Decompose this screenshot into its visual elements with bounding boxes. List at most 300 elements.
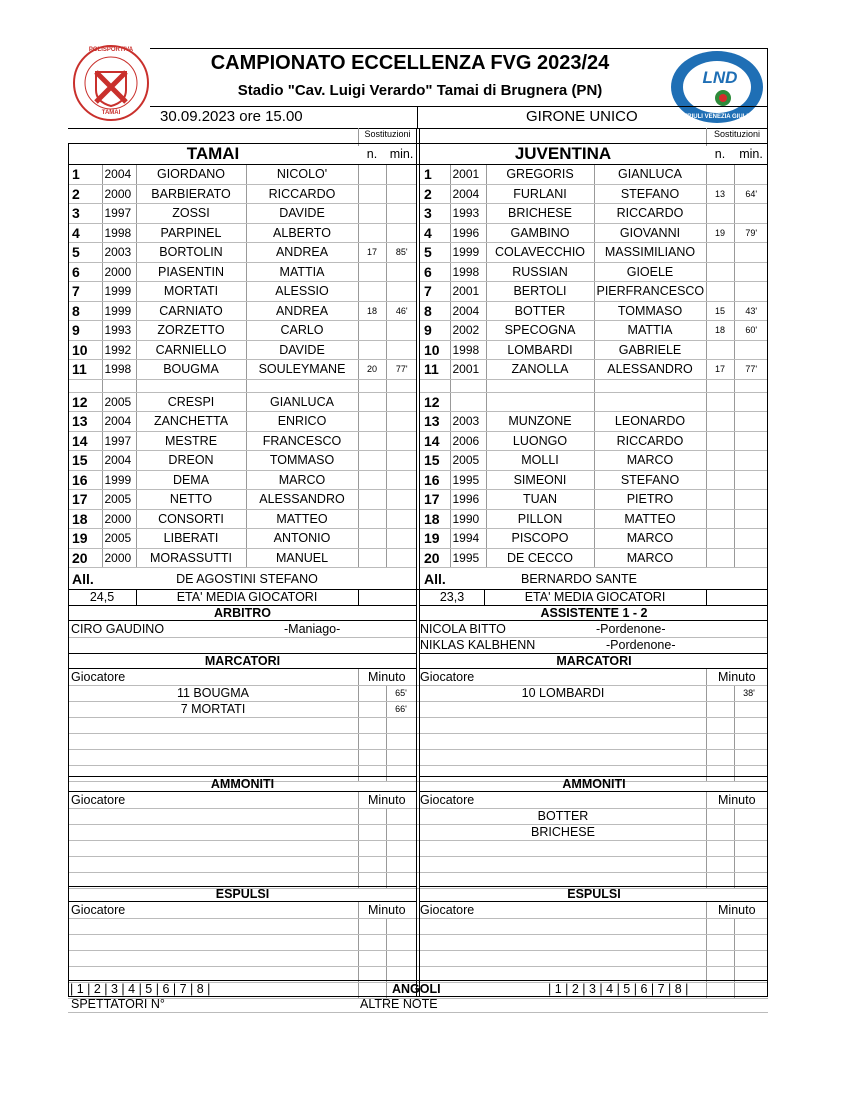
player-number: 17 <box>420 490 450 510</box>
player-last-name: GREGORIS <box>486 165 594 184</box>
player-first-name: TOMMASO <box>246 451 358 471</box>
sub-number <box>706 282 734 302</box>
player-last-name: PISCOPO <box>486 529 594 549</box>
sub-minute <box>734 431 768 451</box>
sub-minute <box>386 321 417 341</box>
player-last-name: GIORDANO <box>136 165 246 184</box>
sub-minute <box>734 262 768 282</box>
other-notes-label: ALTRE NOTE <box>360 997 438 1011</box>
sub-number <box>706 509 734 529</box>
player-number: 1 <box>68 165 102 184</box>
player-number: 16 <box>420 470 450 490</box>
player-birth-year: 1999 <box>102 282 136 302</box>
sub-number <box>358 451 386 471</box>
player-first-name: MATTIA <box>594 321 706 341</box>
sub-number: 17 <box>358 243 386 263</box>
player-last-name: MESTRE <box>136 431 246 451</box>
player-number: 18 <box>420 509 450 529</box>
scorers-header-away: MARCATORI <box>420 653 768 669</box>
sub-number <box>358 412 386 432</box>
sent-off-player-label-away: Giocatore <box>420 903 475 917</box>
referee-name: CIRO GAUDINO <box>71 622 165 636</box>
sub-minute <box>386 529 417 549</box>
away-player-row <box>420 243 768 263</box>
player-last-name: DE CECCO <box>486 548 594 568</box>
sub-minute <box>734 392 768 412</box>
home-player-row <box>68 529 417 549</box>
player-last-name: BOTTER <box>486 301 594 321</box>
player-first-name: MATTEO <box>246 509 358 529</box>
away-team-name: JUVENTINA <box>514 144 612 163</box>
player-birth-year: 1993 <box>102 321 136 341</box>
spectators-label: SPETTATORI N° <box>71 997 165 1011</box>
booked-header-away: AMMONITI <box>420 776 768 792</box>
scorers-minute-label-away: Minuto <box>718 670 756 684</box>
sub-minute <box>734 509 768 529</box>
player-number: 3 <box>68 204 102 224</box>
player-number: 20 <box>68 548 102 568</box>
sub-minute <box>386 262 417 282</box>
player-birth-year: 1996 <box>450 490 486 510</box>
sub-number: 15 <box>706 301 734 321</box>
player-last-name: ZORZETTO <box>136 321 246 341</box>
player-number: 14 <box>420 431 450 451</box>
away-player-row <box>420 262 768 282</box>
player-first-name: RICCARDO <box>246 184 358 204</box>
player-first-name: STEFANO <box>594 184 706 204</box>
away-player-row <box>420 301 768 321</box>
match-datetime: 30.09.2023 ore 15.00 <box>160 108 303 125</box>
referee-header: ARBITRO <box>68 605 417 621</box>
away-player-row <box>420 470 768 490</box>
player-first-name: STEFANO <box>594 470 706 490</box>
home-sub-header: Sostituzioni <box>364 129 411 139</box>
player-last-name: TUAN <box>486 490 594 510</box>
home-player-row <box>68 204 417 224</box>
match-group: GIRONE UNICO <box>526 108 638 125</box>
player-number: 6 <box>68 262 102 282</box>
player-birth-year: 2000 <box>102 184 136 204</box>
scorers-player-label-away: Giocatore <box>420 670 475 684</box>
player-number: 6 <box>420 262 450 282</box>
player-first-name: TOMMASO <box>594 301 706 321</box>
player-number: 1 <box>420 165 450 184</box>
scorers-player-label-home: Giocatore <box>71 670 126 684</box>
player-first-name: GABRIELE <box>594 340 706 360</box>
sub-minute <box>386 184 417 204</box>
player-last-name: ZANCHETTA <box>136 412 246 432</box>
home-player-row <box>68 509 417 529</box>
away-player-row <box>420 548 768 568</box>
player-last-name: BOUGMA <box>136 360 246 380</box>
sub-minute <box>386 412 417 432</box>
sub-minute <box>386 223 417 243</box>
player-first-name: GIOVANNI <box>594 223 706 243</box>
player-last-name: BRICHESE <box>486 204 594 224</box>
player-last-name: LIBERATI <box>136 529 246 549</box>
player-first-name: ANTONIO <box>246 529 358 549</box>
player-birth-year: 1996 <box>450 223 486 243</box>
player-birth-year: 1998 <box>450 262 486 282</box>
scorers-player: 7 MORTATI <box>180 702 246 716</box>
player-number: 10 <box>68 340 102 360</box>
player-first-name: GIANLUCA <box>246 392 358 412</box>
sub-number <box>358 204 386 224</box>
player-number: 18 <box>68 509 102 529</box>
player-birth-year: 2001 <box>450 282 486 302</box>
sub-number <box>706 451 734 471</box>
away-sub-n-label: n. <box>714 147 726 161</box>
scorers-minute: 65' <box>395 688 407 698</box>
sub-minute <box>386 548 417 568</box>
sub-number: 20 <box>358 360 386 380</box>
sub-minute: 85' <box>386 243 417 263</box>
corners-label: ANGOLI <box>392 982 441 996</box>
sub-minute <box>386 340 417 360</box>
away-sub-header: Sostituzioni <box>713 129 761 139</box>
assistant2-name: NIKLAS KALBHENN <box>420 638 536 652</box>
scorers-player: 10 LOMBARDI <box>521 686 605 700</box>
championship-title: CAMPIONATO ECCELLENZA FVG 2023/24 <box>210 52 610 74</box>
player-birth-year: 1990 <box>450 509 486 529</box>
player-first-name: RICCARDO <box>594 204 706 224</box>
sent-off-minute-label-away: Minuto <box>718 903 756 917</box>
away-player-row <box>420 392 768 412</box>
sub-minute <box>386 282 417 302</box>
player-birth-year: 1997 <box>102 204 136 224</box>
player-birth-year: 2003 <box>102 243 136 263</box>
player-first-name: RICCARDO <box>594 431 706 451</box>
sub-minute <box>734 451 768 471</box>
sub-number <box>706 529 734 549</box>
player-last-name: ZOSSI <box>136 204 246 224</box>
home-player-row <box>68 282 417 302</box>
assistant1-name: NICOLA BITTO <box>420 622 506 636</box>
booked-header-home: AMMONITI <box>68 776 417 792</box>
home-player-row <box>68 431 417 451</box>
sub-minute <box>386 490 417 510</box>
sent-off-player-label-home: Giocatore <box>71 903 126 917</box>
sub-minute <box>734 548 768 568</box>
home-player-row <box>68 451 417 471</box>
home-player-row <box>68 340 417 360</box>
home-player-row <box>68 223 417 243</box>
sub-minute: 60' <box>734 321 768 341</box>
away-corners-boxes: | 1 | 2 | 3 | 4 | 5 | 6 | 7 | 8 | <box>548 982 689 996</box>
sub-minute: 43' <box>734 301 768 321</box>
home-player-row <box>68 243 417 263</box>
sub-number <box>706 548 734 568</box>
scorers-minute-label-home: Minuto <box>368 670 406 684</box>
sub-number <box>358 184 386 204</box>
player-first-name: MARCO <box>594 529 706 549</box>
player-birth-year: 2000 <box>102 262 136 282</box>
player-number: 14 <box>68 431 102 451</box>
sub-number <box>706 490 734 510</box>
player-first-name: MATTEO <box>594 509 706 529</box>
away-player-row <box>420 204 768 224</box>
player-birth-year: 2005 <box>102 392 136 412</box>
sub-number <box>358 529 386 549</box>
player-number: 19 <box>420 529 450 549</box>
referee-town: -Maniago- <box>284 622 341 636</box>
home-player-row <box>68 360 417 380</box>
player-last-name: CARNIATO <box>136 301 246 321</box>
player-last-name: SIMEONI <box>486 470 594 490</box>
player-first-name: ANDREA <box>246 301 358 321</box>
away-player-row <box>420 490 768 510</box>
player-birth-year: 1999 <box>102 470 136 490</box>
sub-number: 17 <box>706 360 734 380</box>
player-last-name: MOLLI <box>486 451 594 471</box>
sub-number <box>706 470 734 490</box>
player-first-name: MARCO <box>594 451 706 471</box>
away-coach-label: All. <box>424 571 446 587</box>
player-number: 4 <box>68 223 102 243</box>
player-birth-year: 2005 <box>102 490 136 510</box>
player-first-name: MANUEL <box>246 548 358 568</box>
player-birth-year: 1995 <box>450 548 486 568</box>
scorers-player: 11 BOUGMA <box>176 686 249 700</box>
away-player-row <box>420 165 768 184</box>
player-birth-year: 1999 <box>450 243 486 263</box>
player-birth-year: 1994 <box>450 529 486 549</box>
home-roster <box>68 165 417 568</box>
player-number: 2 <box>420 184 450 204</box>
player-number: 17 <box>68 490 102 510</box>
player-birth-year: 2000 <box>102 509 136 529</box>
player-first-name: ALESSANDRO <box>246 490 358 510</box>
player-last-name: CONSORTI <box>136 509 246 529</box>
home-player-row <box>68 321 417 341</box>
home-player-row <box>68 412 417 432</box>
home-coach-label: All. <box>72 571 94 587</box>
player-last-name: GAMBINO <box>486 223 594 243</box>
player-last-name: LOMBARDI <box>486 340 594 360</box>
sub-minute <box>386 165 417 184</box>
away-player-row <box>420 509 768 529</box>
home-player-row <box>68 301 417 321</box>
home-avg-age-label: ETA' MEDIA GIOCATORI <box>176 590 318 604</box>
home-corners-boxes: | 1 | 2 | 3 | 4 | 5 | 6 | 7 | 8 | <box>70 982 211 996</box>
logo-left-top-text: POLISPORTIVA <box>88 47 134 53</box>
away-player-row <box>420 321 768 341</box>
player-first-name: GIANLUCA <box>594 165 706 184</box>
player-first-name: PIETRO <box>594 490 706 510</box>
player-first-name: MASSIMILIANO <box>594 243 706 263</box>
player-number: 16 <box>68 470 102 490</box>
sub-number: 19 <box>706 223 734 243</box>
sub-number <box>706 243 734 263</box>
away-avg-age-label: ETA' MEDIA GIOCATORI <box>524 590 666 604</box>
player-first-name: FRANCESCO <box>246 431 358 451</box>
player-last-name: PARPINEL <box>136 223 246 243</box>
sub-number <box>358 548 386 568</box>
player-last-name <box>486 392 594 412</box>
booked-player: BOTTER <box>537 809 589 823</box>
home-player-row <box>68 490 417 510</box>
player-birth-year: 1999 <box>102 301 136 321</box>
player-first-name: SOULEYMANE <box>246 360 358 380</box>
sub-minute <box>734 243 768 263</box>
player-last-name: COLAVECCHIO <box>486 243 594 263</box>
scorers-minute: 38' <box>743 688 755 698</box>
home-player-row <box>68 184 417 204</box>
player-birth-year: 2004 <box>102 165 136 184</box>
logo-lnd-text: LND <box>702 68 738 87</box>
scorers-header-home: MARCATORI <box>68 653 417 669</box>
away-player-row <box>420 282 768 302</box>
player-first-name: ALESSIO <box>246 282 358 302</box>
player-birth-year: 2001 <box>450 165 486 184</box>
player-last-name: SPECOGNA <box>486 321 594 341</box>
player-birth-year: 2005 <box>450 451 486 471</box>
player-number: 12 <box>420 392 450 412</box>
sub-minute <box>386 392 417 412</box>
player-number: 15 <box>68 451 102 471</box>
home-player-row <box>68 392 417 412</box>
player-birth-year: 2004 <box>450 301 486 321</box>
away-player-row <box>420 223 768 243</box>
sub-number <box>706 392 734 412</box>
sub-minute: 64' <box>734 184 768 204</box>
home-player-row <box>68 548 417 568</box>
home-player-row <box>68 470 417 490</box>
player-last-name: FURLANI <box>486 184 594 204</box>
player-birth-year: 2005 <box>102 529 136 549</box>
sub-number: 18 <box>358 301 386 321</box>
player-last-name: PILLON <box>486 509 594 529</box>
sub-minute: 79' <box>734 223 768 243</box>
player-number: 10 <box>420 340 450 360</box>
player-first-name: DAVIDE <box>246 340 358 360</box>
player-birth-year: 1995 <box>450 470 486 490</box>
away-roster <box>420 165 768 568</box>
stadium-title: Stadio "Cav. Luigi Verardo" Tamai di Brugnera (PN) <box>237 82 603 99</box>
away-player-row <box>420 412 768 432</box>
player-last-name: BARBIERATO <box>136 184 246 204</box>
booked-player-label-home: Giocatore <box>71 793 126 807</box>
player-last-name: ZANOLLA <box>486 360 594 380</box>
player-last-name: MORASSUTTI <box>136 548 246 568</box>
sub-minute <box>734 165 768 184</box>
away-player-row <box>420 529 768 549</box>
player-first-name: MARCO <box>594 548 706 568</box>
player-birth-year: 1998 <box>102 360 136 380</box>
player-birth-year: 2006 <box>450 431 486 451</box>
away-player-row <box>420 451 768 471</box>
player-last-name: DREON <box>136 451 246 471</box>
booked-player-label-away: Giocatore <box>420 793 475 807</box>
sub-minute <box>734 490 768 510</box>
player-first-name: ALESSANDRO <box>594 360 706 380</box>
player-last-name: MORTATI <box>136 282 246 302</box>
player-birth-year: 2000 <box>102 548 136 568</box>
player-birth-year: 2002 <box>450 321 486 341</box>
player-number: 9 <box>68 321 102 341</box>
player-last-name: PIASENTIN <box>136 262 246 282</box>
booked-player: BRICHESE <box>531 825 595 839</box>
player-number: 9 <box>420 321 450 341</box>
player-first-name: MARCO <box>246 470 358 490</box>
sub-minute <box>386 204 417 224</box>
player-first-name: MATTIA <box>246 262 358 282</box>
sub-number <box>706 262 734 282</box>
home-coach-name: DE AGOSTINI STEFANO <box>176 572 318 586</box>
sub-number <box>706 204 734 224</box>
sub-minute <box>386 470 417 490</box>
sub-minute <box>386 451 417 471</box>
sub-minute <box>386 431 417 451</box>
sub-number: 13 <box>706 184 734 204</box>
sub-number <box>358 262 386 282</box>
player-number: 3 <box>420 204 450 224</box>
sub-minute: 77' <box>386 360 417 380</box>
player-first-name: ENRICO <box>246 412 358 432</box>
player-birth-year: 2004 <box>102 451 136 471</box>
player-birth-year: 2004 <box>450 184 486 204</box>
away-player-row <box>420 431 768 451</box>
away-sub-min-label: min. <box>739 147 763 161</box>
player-last-name: RUSSIAN <box>486 262 594 282</box>
sub-minute <box>734 470 768 490</box>
sub-number <box>706 340 734 360</box>
sub-number <box>358 321 386 341</box>
player-first-name: CARLO <box>246 321 358 341</box>
player-number: 5 <box>68 243 102 263</box>
sub-number <box>358 470 386 490</box>
sub-number <box>358 392 386 412</box>
player-number: 7 <box>420 282 450 302</box>
player-first-name: NICOLO' <box>246 165 358 184</box>
player-first-name: DAVIDE <box>246 204 358 224</box>
assistant1-town: -Pordenone- <box>596 622 666 636</box>
player-first-name: LEONARDO <box>594 412 706 432</box>
player-first-name: ANDREA <box>246 243 358 263</box>
assistants-header: ASSISTENTE 1 - 2 <box>420 605 768 621</box>
player-birth-year: 1998 <box>102 223 136 243</box>
player-last-name: DEMA <box>136 470 246 490</box>
player-number: 11 <box>420 360 450 380</box>
player-number: 20 <box>420 548 450 568</box>
sub-number <box>358 431 386 451</box>
sub-number <box>706 165 734 184</box>
home-team-name: TAMAI <box>186 144 240 163</box>
player-number: 8 <box>68 301 102 321</box>
sub-minute <box>734 340 768 360</box>
player-number: 2 <box>68 184 102 204</box>
sub-minute <box>734 282 768 302</box>
sub-minute <box>734 529 768 549</box>
sub-number <box>358 340 386 360</box>
player-last-name: NETTO <box>136 490 246 510</box>
player-number: 11 <box>68 360 102 380</box>
player-first-name: ALBERTO <box>246 223 358 243</box>
player-number: 19 <box>68 529 102 549</box>
sub-minute: 77' <box>734 360 768 380</box>
sub-number <box>358 282 386 302</box>
player-birth-year: 2004 <box>102 412 136 432</box>
logo-lnd-ring-text: FRIULI VENEZIA GIULIA <box>683 114 753 120</box>
player-last-name: CARNIELLO <box>136 340 246 360</box>
player-birth-year: 1993 <box>450 204 486 224</box>
away-player-row <box>420 340 768 360</box>
player-birth-year <box>450 392 486 412</box>
player-last-name: MUNZONE <box>486 412 594 432</box>
sent-off-header-away: ESPULSI <box>420 886 768 902</box>
player-number: 8 <box>420 301 450 321</box>
player-last-name: CRESPI <box>136 392 246 412</box>
